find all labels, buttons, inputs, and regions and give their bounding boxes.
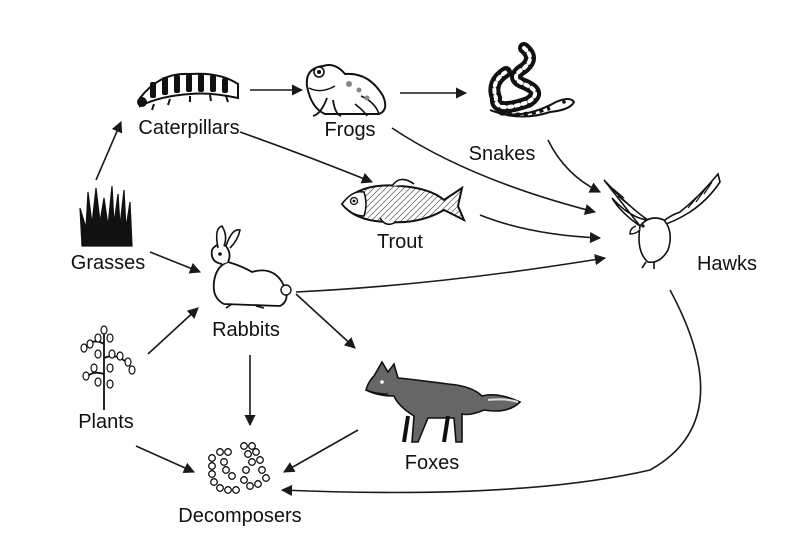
trout-illustration [342, 179, 464, 224]
plants-illustration [81, 326, 135, 410]
label-rabbits: Rabbits [212, 319, 280, 341]
arrow-plants-rabbits [148, 308, 198, 354]
arrow-rabbits-hawks [296, 258, 605, 292]
snake-illustration [490, 48, 574, 117]
food-web-arrows [96, 90, 701, 493]
arrow-hawks-decomposers [282, 290, 701, 493]
arrow-rabbits-foxes [296, 294, 355, 348]
label-frogs: Frogs [324, 119, 376, 141]
arrow-trout-hawks [480, 215, 600, 238]
fox-illustration [366, 362, 520, 442]
arrow-foxes-decomposers [284, 430, 358, 472]
decomposers-illustration [209, 443, 270, 494]
label-snakes: Snakes [468, 143, 536, 165]
rabbit-illustration [212, 226, 291, 308]
label-caterpillars: Caterpillars [138, 117, 240, 139]
frog-illustration [307, 65, 385, 116]
arrow-grasses-caterpillars [96, 122, 121, 180]
caterpillar-illustration [137, 74, 238, 110]
label-plants: Plants [78, 411, 134, 433]
arrow-snakes-hawks [548, 140, 600, 192]
label-trout: Trout [377, 231, 423, 253]
label-foxes: Foxes [404, 452, 460, 474]
arrow-plants-decomposers [136, 446, 194, 472]
grasses-illustration [80, 186, 132, 246]
arrow-grasses-rabbits [150, 252, 200, 272]
label-hawks: Hawks [696, 253, 758, 275]
label-decomposers: Decomposers [178, 505, 302, 527]
label-grasses: Grasses [70, 252, 146, 274]
